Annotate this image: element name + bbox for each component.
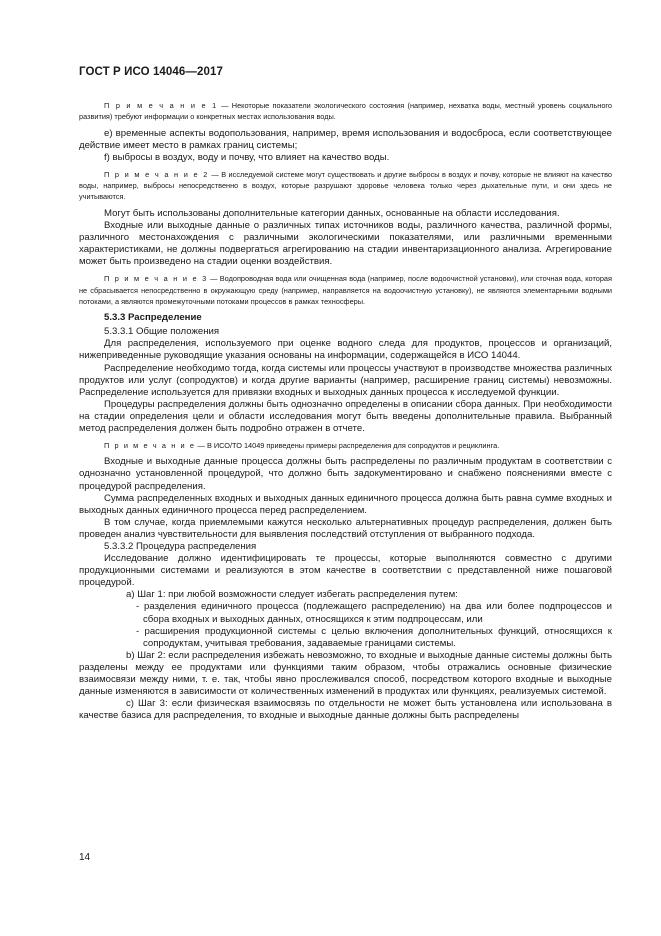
list-item-f: f) выбросы в воздух, воду и почву, что влияет на качество воды. [104,151,390,163]
note-3 [79,273,612,307]
paragraph: В том случае, когда приемлемыми кажутся несколько альтернативных процедур распределения, должен быть проведен анализ чувствительности для выявления последствий отступления от выбранного подхода. [79,516,612,540]
note-text: — Некоторые показатели экологического состояния (например, нехватка воды, местный уровень социального развития) требуют информации о конкретных местах использования воды. [79,101,612,122]
note-label: П р и м е ч а н и е [104,441,196,451]
note-4 [79,440,612,451]
step-c: с) Шаг 3: если физическая взаимосвязь по отдельности не может быть установлена или использована в качестве базиса для распределения, то входные и выходные данные должны быть распределены [79,698,612,722]
paragraph: Для распределения, используемого при оценке водного следа для продуктов, процессов и организаций, нижеприведенные руководящие указания основаны на информации, содержащейся в ИСО 14044. [79,338,612,362]
step-a-dash-2: - расширения продукционной системы с целью включения дополнительных функций, относящихся к сопродуктам, учитывая требования, задаваемые границами системы. [136,625,612,649]
step-b: b) Шаг 2: если распределения избежать невозможно, то входные и выходные данные системы должны быть разделены между ее продуктами или функциями таким образом, чтобы отражались основные физические взаимосвязи между ними, т. е. так, чтобы явно прослеживался способ, посредством которого входные и выходные данные изменяются в зависимости от количественных изменений в продуктах или функциях, реализуемых системой. [79,649,612,698]
note-text: — Водопроводная вода или очищенная вода (например, после водоочистной установки), или сточная вода, которая не сбрасывается непосредственно в окружающую среду (например, направляется на водоочистную установку), не являются элементарными водными потоками, а являются промежуточными потоками процессов в рамках техносферы. [79,274,612,306]
note-text: — В ИСО/ТО 14049 приведены примеры распределения для сопродуктов и рециклинга. [195,441,500,451]
subsection-heading-5-3-3-1: 5.3.3.1 Общие положения [104,326,220,338]
list-item-e: е) временные аспекты водопользования, например, время использования и водосброса, если соответствующее действие имеет место в рамках границ системы; [79,127,612,151]
step-a: а) Шаг 1: при любой возможности следует избегать распределения путем: [126,589,458,601]
note-text: — В исследуемой системе могут существовать и другие выбросы в воздух и почву, которые не влияют на качество воды, например, выбросы непосредственно в воздух, которые разрушают здоровье человека только через дыхательные пути, и они здесь не учитываются. [79,169,612,202]
note-1 [79,100,612,123]
step-a-dash-1: - разделения единичного процесса (подлежащего распределению) на два или более подпроцессов и сбора входных и выходных данных, относящихся к этим подпроцессам, или [136,601,612,625]
page-number: 14 [79,852,91,863]
paragraph: Исследование должно идентифицировать те процессы, которые выполняются совместно с другими продукционными системами и реализуются в этом качестве в соответствии с представленной ниже пошаговой процедурой. [79,553,612,589]
document-header: ГОСТ Р ИСО 14046—2017 [79,66,224,78]
paragraph: Сумма распределенных входных и выходных данных единичного процесса должна быть равна сумме входных и выходных данных единичного процесса перед распределением. [79,492,612,516]
page-body [79,95,612,722]
paragraph: Распределение необходимо тогда, когда системы или процессы участвуют в производстве множества различных продуктов или услуг (сопродуктов) и когда другие варианты (например, расширение границ системы) невозможны. Распределение используется для привязки входных и выходных данных процесса к исследуемой функции. [79,362,612,398]
section-heading-5-3-3: 5.3.3 Распределение [104,312,202,324]
note-label: П р и м е ч а н и е 3 [104,274,208,284]
note-label: П р и м е ч а н и е 2 [104,169,209,179]
paragraph: Входные или выходные данные о различных типах источников воды, различного качества, различной формы, различного местонахождения с различными экологическими показателями, или различными временными характеристиками, не должны подвергаться агрегированию на стадии инвентаризационного анализа. Агрегирование может быть произведено на стадии оценки воздействия. [79,219,612,268]
paragraph: Процедуры распределения должны быть однозначно определены в описании сбора данных. При необходимости на стадии определения цели и области исследования могут быть введены дополнительные правила. Выбранный метод распределения должен быть подробно отражен в отчете. [79,398,612,434]
paragraph: Могут быть использованы дополнительные категории данных, основанные на области исследования. [104,207,560,219]
subsection-heading-5-3-3-2: 5.3.3.2 Процедура распределения [104,541,257,553]
note-2 [79,169,612,203]
paragraph: Входные и выходные данные процесса должны быть распределены по различным продуктам в соответствии с однозначно установленной процедурой, что должно быть задокументировано и снабжено пояснениями вместе с процедурой распределения. [79,456,612,492]
note-label: П р и м е ч а н и е 1 [104,101,218,110]
